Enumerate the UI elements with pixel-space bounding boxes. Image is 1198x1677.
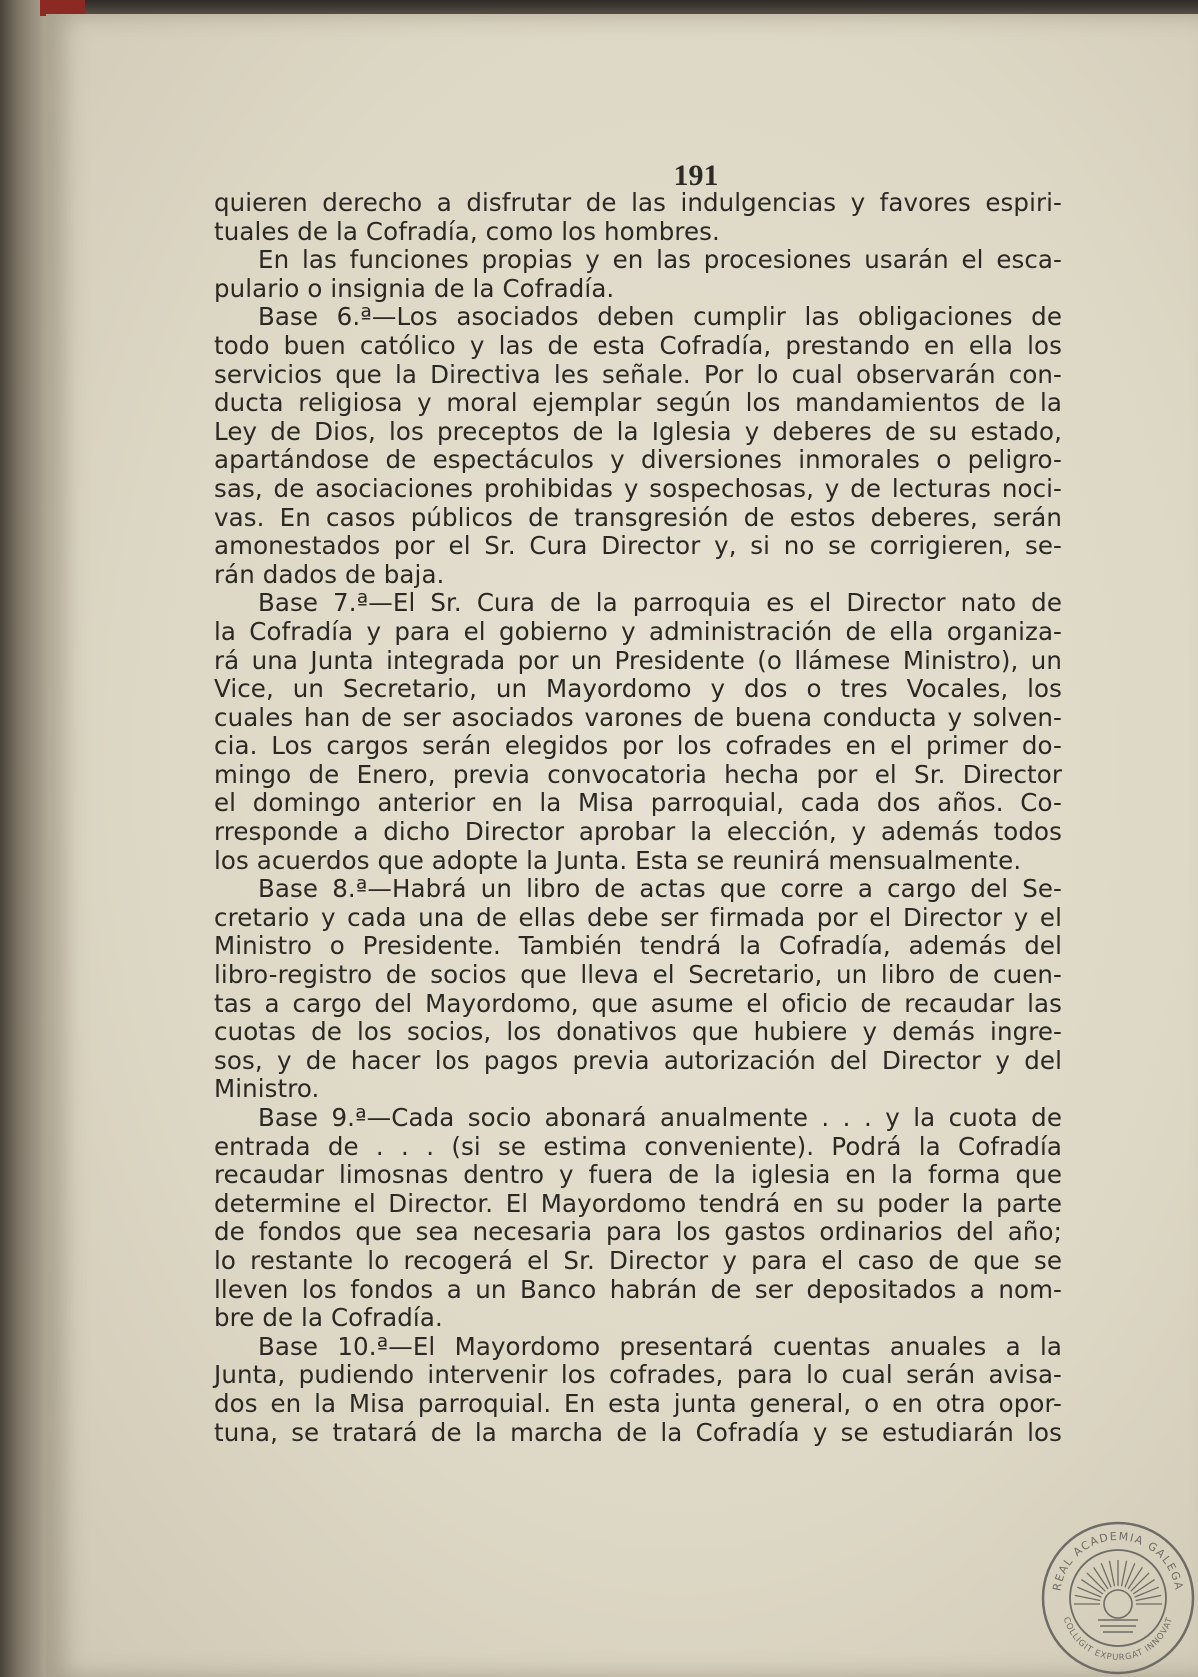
academy-seal [1040,1520,1196,1676]
text-line: rán dados de baja. [214,559,445,589]
text-line: Vice, un Secretario, un Mayordomo y dos o tres Vocales, los [214,674,1062,704]
seal-ray [1128,1567,1142,1589]
seal-ray [1135,1587,1159,1597]
text-line: cia. Los cargos serán elegidos por los cofrades en el primer do- [214,731,1062,761]
book-spine-edge [0,0,52,1677]
text-line: vas. En casos públicos de transgresión de estos deberes, serán [214,502,1062,532]
seal-ray [1075,1595,1101,1600]
text-line: ducta religiosa y moral ejemplar según los mandamientos de la [214,388,1062,418]
seal-ray [1094,1567,1108,1589]
seal-ray [1109,1561,1114,1587]
text-line: Base 7.ª—El Sr. Cura de la parroquia es el Director nato de [258,588,1062,618]
text-line: lo restante lo recogerá el Sr. Director y para el caso de que se [214,1245,1062,1275]
text-line: sos, y de hacer los pagos previa autorización del Director y del [214,1045,1062,1075]
text-line: Base 10.ª—El Mayordomo presentará cuentas anuales a la [258,1331,1062,1361]
text-line: Base 8.ª—Habrá un libro de actas que corre a cargo del Se- [258,874,1062,904]
text-line: Ministro o Presidente. También tendrá la Cofradía, además del [214,931,1062,961]
seal-ray [1125,1563,1135,1587]
text-line: rresponde a dicho Director aprobar la elección, y además todos [214,817,1062,847]
seal-upper-text: REAL ACADEMIA GALEGA [1050,1529,1186,1592]
text-line: la Cofradía y para el gobierno y administración de ella organiza- [214,616,1062,646]
page-number: 191 [673,159,719,192]
text-line: Junta, pudiendo intervenir los cofrades, para lo cual serán avisa- [214,1360,1062,1390]
text-line: recaudar limosnas dentro y fuera de la iglesia en la forma que [214,1160,1062,1190]
text-line: servicios que la Directiva les señale. Por lo cual observarán con- [214,359,1062,389]
seal-ray [1133,1580,1155,1594]
text-line: Ley de Dios, los preceptos de la Iglesia y deberes de su estado, [214,416,1062,446]
text-line: lleven los fondos a un Banco habrán de ser depositados a nom- [214,1274,1062,1304]
seal-ray [1131,1573,1149,1591]
seal-lower-text: COLLIGIT EXPURGAT INNOVAT [1060,1615,1176,1664]
text-line: bre de la Cofradía. [214,1303,443,1333]
text-line: mingo de Enero, previa convocatoria hecha por el Sr. Director [214,759,1062,789]
text-line: dos en la Misa parroquial. En esta junta general, o en otra opor- [214,1388,1062,1418]
text-line: todo buen católico y las de esta Cofradía, prestando en ella los [214,330,1062,360]
text-line: el domingo anterior en la Misa parroquial, cada dos años. Co- [214,788,1062,818]
text-line: determine el Director. El Mayordomo tendrá en su poder la parte [214,1188,1062,1218]
body-text [214,189,1062,1447]
text-line: Ministro. [214,1074,320,1104]
text-line: amonestados por el Sr. Cura Director y, si no se corrigieren, se- [214,531,1062,561]
text-line: de fondos que sea necesaria para los gastos ordinarios del año; [214,1217,1062,1247]
text-line: tuales de la Cofradía, como los hombres. [214,216,720,246]
text-line: tas a cargo del Mayordomo, que asume el oficio de recaudar las [214,988,1062,1018]
text-line: cretario y cada una de ellas debe ser firmada por el Director y el [214,902,1062,932]
text-line: cuotas de los socios, los donativos que hubiere y demás ingre- [214,1017,1062,1047]
seal-ray [1101,1563,1111,1587]
text-line: apartándose de espectáculos y diversiones inmorales o peligro- [214,445,1062,475]
text-line: pulario o insignia de la Cofradía. [214,273,615,303]
text-line: entrada de . . . (si se estima conveniente). Podrá la Cofradía [214,1131,1062,1161]
text-line: rá una Junta integrada por un Presidente (o llámese Ministro), un [214,645,1062,675]
seal-ray [1136,1595,1162,1600]
text-line: Base 6.ª—Los asociados deben cumplir las obligaciones de [258,302,1062,332]
seal-ray [1122,1561,1127,1587]
text-line: Base 9.ª—Cada socio abonará anualmente . . . y la cuota de [258,1103,1062,1132]
text-line: En las funciones propias y en las procesiones usarán el esca- [258,245,1062,275]
text-line: los acuerdos que adopte la Junta. Esta se reunirá mensualmente. [214,845,1022,875]
seal-ray [1081,1580,1103,1594]
text-line: sas, de asociaciones prohibidas y sospechosas, y de lecturas noci- [214,473,1062,503]
text-line: tuna, se tratará de la marcha de la Cofradía y se estudiarán los [214,1417,1062,1447]
seal-ray [1087,1573,1105,1591]
text-line: cuales han de ser asociados varones de buena conducta y solven- [214,702,1062,732]
text-line: libro-registro de socios que lleva el Secretario, un libro de cuen- [214,960,1062,990]
text-line: quieren derecho a disfrutar de las indulgencias y favores espiri- [214,188,1062,217]
seal-ray [1077,1587,1101,1597]
